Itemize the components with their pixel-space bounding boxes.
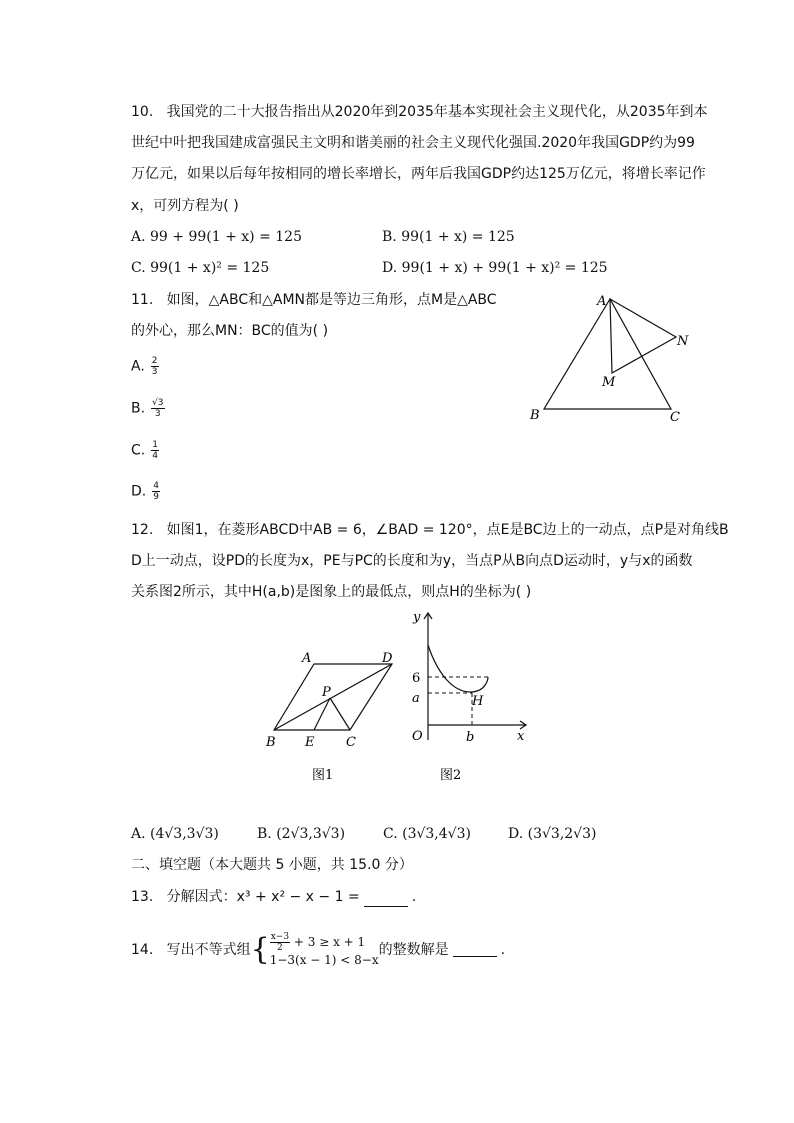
q13-line: 13. 分解因式：x³ + x² − x − 1 = . xyxy=(131,889,417,905)
q10-line3: 万亿元，如果以后每年按相同的增长率增长，两年后我国GDP约达125万亿元，将增长率记作 xyxy=(131,166,706,182)
fig2-label-o: O xyxy=(412,729,423,744)
fig2-label-a: a xyxy=(412,691,420,706)
label-c: C xyxy=(670,410,680,425)
q11-triangle-figure xyxy=(520,285,700,425)
fig1-label-a: A xyxy=(302,651,312,666)
inequality-2: 1−3(x − 1) < 8−x xyxy=(269,953,379,967)
inequality-system xyxy=(270,932,379,967)
fig2-caption: 图2 xyxy=(440,768,462,783)
fig2-label-x: x xyxy=(517,729,525,744)
fig2-label-y: y xyxy=(413,610,421,625)
q10-line4: x，可列方程为( ) xyxy=(131,198,239,214)
q11-number: 11. xyxy=(131,292,154,308)
q10-line1: 10. 我国党的二十大报告指出从2020年到2035年基本实现社会主义现代化，从2035年到本 xyxy=(131,104,708,120)
q11-option-d: D. $\frac{4}{9}$ xyxy=(131,481,159,502)
fig1-label-d: D xyxy=(382,651,393,666)
label-a: A xyxy=(597,294,607,309)
inequality-1: $\frac{x-3}{2}$ + 3 ≥ x + 1 xyxy=(270,932,366,953)
fig1-caption: 图1 xyxy=(312,768,334,783)
fig1-label-e: E xyxy=(305,735,315,750)
q14-number: 14. xyxy=(131,941,154,958)
segment-pc xyxy=(330,698,350,730)
q13-number: 13. xyxy=(131,889,154,905)
fig2-label-h: H xyxy=(472,694,484,709)
q12-number: 12. xyxy=(131,522,154,538)
function-curve xyxy=(428,645,488,692)
q10-number: 10. xyxy=(131,104,154,120)
q14-line: 14. 写出不等式组 { $\frac{x-3}{2}$ + 3 ≥ x + 1 1−3(x − 1) < 8−x 的整数解是 . xyxy=(131,931,506,967)
fig1-label-c: C xyxy=(346,735,356,750)
label-b: B xyxy=(530,408,540,423)
q11-line1: 11. 如图，△ABC和△AMN都是等边三角形，点M是△ABC xyxy=(131,292,497,308)
q12-option-a: A. (4√3,3√3) xyxy=(131,826,219,842)
q10-line2: 世纪中叶把我国建成富强民主文明和谐美丽的社会主义现代化强国.2020年我国GDP约为99 xyxy=(131,135,695,151)
triangle-amn xyxy=(610,299,676,373)
fig1-label-p: P xyxy=(322,685,331,700)
q10-option-b: B. 99(1 + x) = 125 xyxy=(382,229,515,245)
fig1-label-b: B xyxy=(266,735,276,750)
q12-line3: 关系图2所示，其中H(a,b)是图象上的最低点，则点H的坐标为( ) xyxy=(131,584,532,600)
q11-line2: 的外心，那么MN：BC的值为( ) xyxy=(131,323,329,339)
q12-line2: D上一动点，设PD的长度为x，PE与PC的长度和为y，当点P从B向点D运动时，y与x的函数 xyxy=(131,553,693,569)
fig2-label-6: 6 xyxy=(412,671,421,686)
q12-figure1-rhombus xyxy=(262,640,402,790)
q10-option-a: A. 99 + 99(1 + x) = 125 xyxy=(131,229,302,245)
q12-line1: 12. 如图1，在菱形ABCD中AB = 6，∠BAD = 120°，点E是BC边上的一动点，点P是对角线B xyxy=(131,522,729,538)
q11-option-b: B. $\frac{√3}{3}$ xyxy=(131,398,164,419)
label-m: M xyxy=(602,375,616,390)
fig2-label-b: b xyxy=(466,730,475,745)
triangle-abc xyxy=(544,299,671,409)
brace-icon: { xyxy=(250,931,270,967)
section-fill-in-title: 二、填空题（本大题共 5 小题，共 15.0 分） xyxy=(131,857,413,873)
q11-option-c: C. $\frac{1}{4}$ xyxy=(131,440,158,461)
q10-option-c: C. 99(1 + x)² = 125 xyxy=(131,260,270,276)
diagonal-bd xyxy=(274,664,392,730)
q12-option-c: C. (3√3,4√3) xyxy=(383,826,471,842)
label-n: N xyxy=(677,334,689,349)
q12-option-b: B. (2√3,3√3) xyxy=(257,826,346,842)
q10-option-d: D. 99(1 + x) + 99(1 + x)² = 125 xyxy=(382,260,608,276)
q13-answer-blank[interactable] xyxy=(364,892,408,907)
q12-figure2-graph xyxy=(402,605,542,790)
q11-option-a: A. $\frac{2}{3}$ xyxy=(131,356,158,377)
q14-answer-blank[interactable] xyxy=(453,942,497,957)
q12-option-d: D. (3√3,2√3) xyxy=(508,826,597,842)
